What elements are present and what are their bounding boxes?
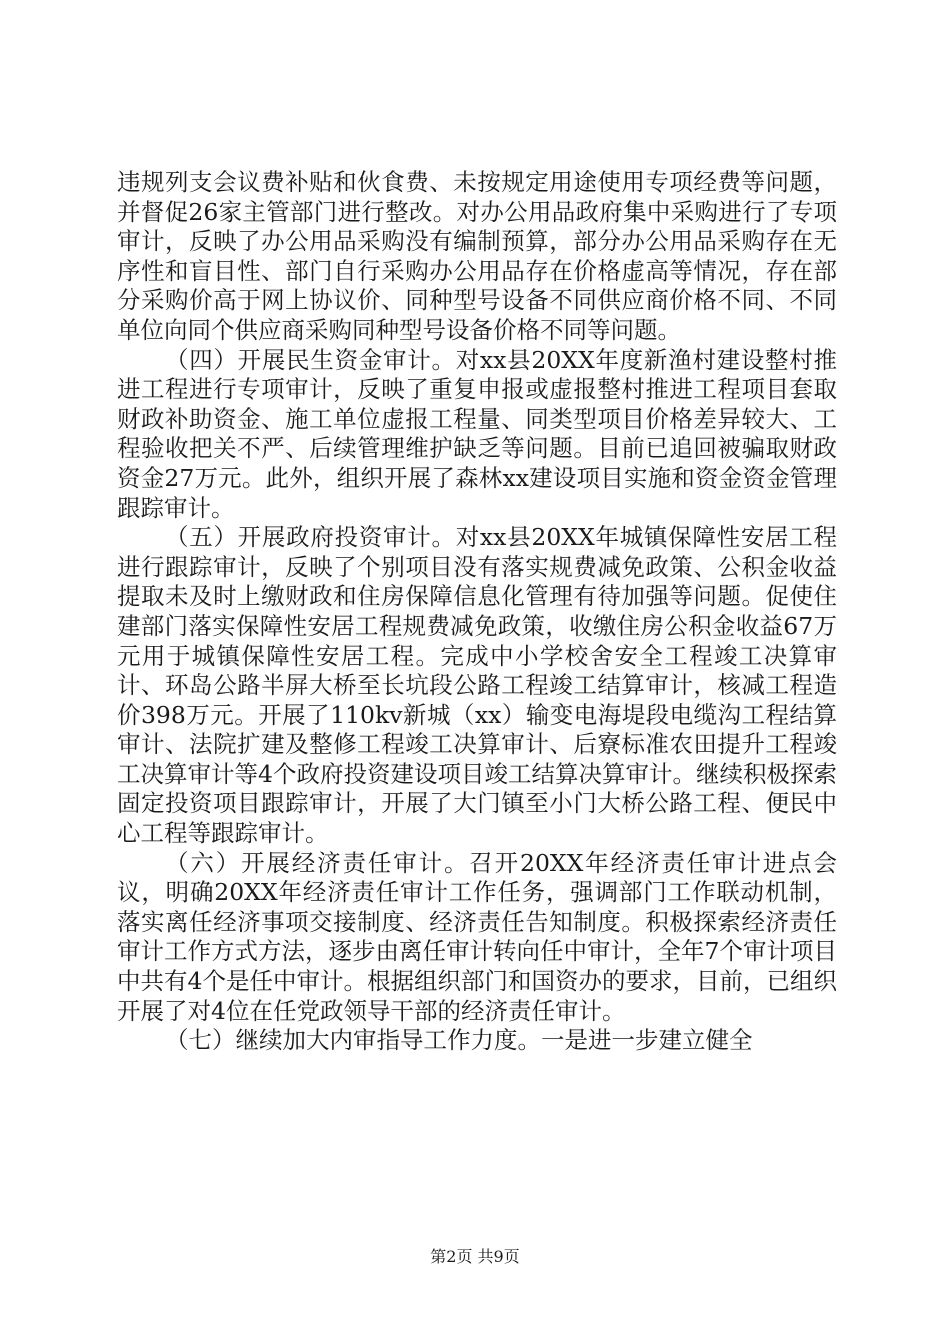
page-footer: 第2页 共9页	[430, 1247, 520, 1266]
paragraph-section-4: （四）开展民生资金审计。对xx县20XX年度新渔村建设整村推进工程进行专项审计，反映了重复申报或虚报整村推进工程项目套取财政补助资金、施工单位虚报工程量、同类型项目价格差异较大、工程验收把关不严、后续管理维护缺乏等问题。目前已追回被骗取财政资金27万元。此外，组织开展了森林xx建设项目实施和资金资金管理跟踪审计。	[117, 345, 837, 522]
paragraph-continuation: 违规列支会议费补贴和伙食费、未按规定用途使用专项经费等问题，并督促26家主管部门进行整改。对办公用品政府集中采购进行了专项审计，反映了办公用品采购没有编制预算，部分办公用品采购存在无序性和盲目性、部门自行采购办公用品存在价格虚高等情况，存在部分采购价高于网上协议价、同种型号设备不同供应商价格不同、不同单位向同个供应商采购同种型号设备价格不同等问题。	[117, 168, 837, 344]
paragraph-section-6: （六）开展经济责任审计。召开20XX年经济责任审计进点会议，明确20XX年经济责任审计工作任务，强调部门工作联动机制，落实离任经济事项交接制度、经济责任告知制度。积极探索经济责任审计工作方式方法，逐步由离任审计转向任中审计，全年7个审计项目中共有4个是任中审计。根据组织部门和国资办的要求，目前，已组织开展了对4位在任党政领导干部的经济责任审计。	[117, 848, 837, 1025]
paragraph-section-7: （七）继续加大内审指导工作力度。一是进一步建立健全	[165, 1026, 753, 1055]
document-body	[117, 168, 837, 1056]
paragraph-section-5: （五）开展政府投资审计。对xx县20XX年城镇保障性安居工程进行跟踪审计，反映了个别项目没有落实规费减免政策、公积金收益提取未及时上缴财政和住房保障信息化管理有待加强等问题。促使住建部门落实保障性安居工程规费减免政策，收缴住房公积金收益67万元用于城镇保障性安居工程。完成中小学校舍安全工程竣工决算审计、环岛公路半屏大桥至长坑段公路工程竣工结算审计，核减工程造价398万元。开展了110kv新城（xx）输变电海堤段电缆沟工程结算审计、法院扩建及整修工程竣工决算审计、后寮标准农田提升工程竣工决算审计等4个政府投资建设项目竣工结算决算审计。继续积极探索固定投资项目跟踪审计，开展了大门镇至小门大桥公路工程、便民中心工程等跟踪审计。	[117, 523, 837, 848]
